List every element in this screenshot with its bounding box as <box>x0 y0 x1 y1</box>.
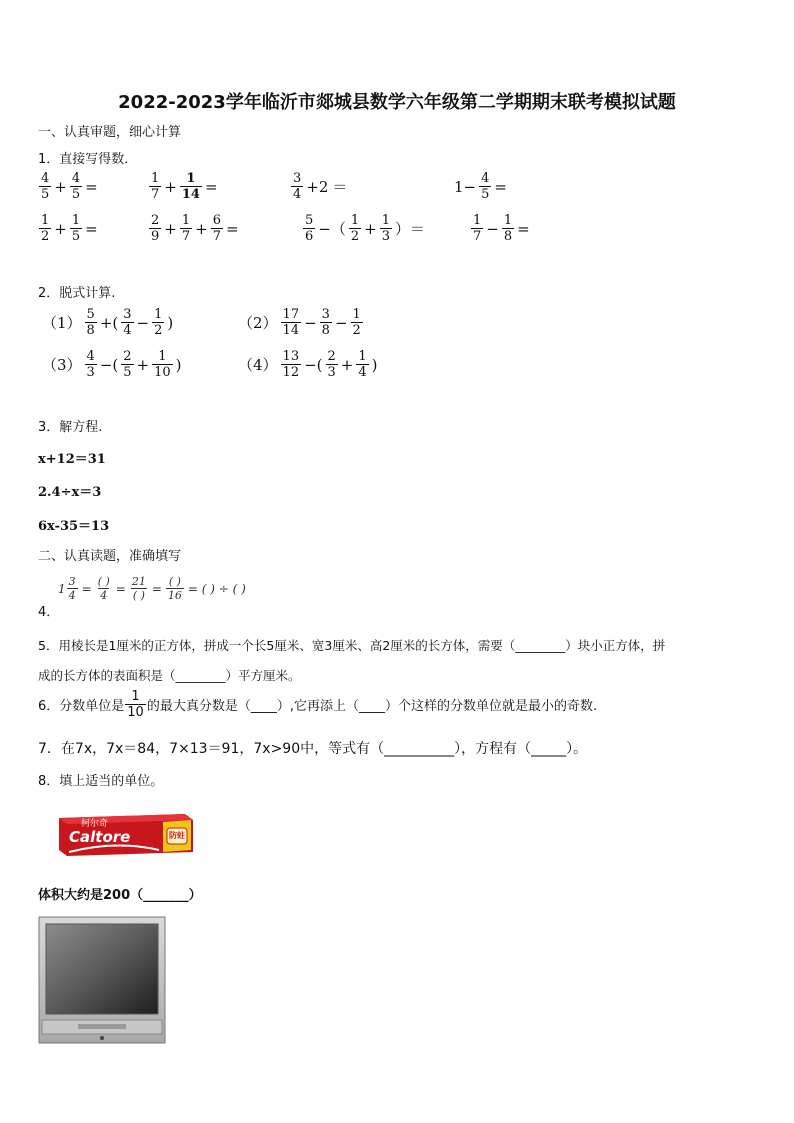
question-2-label: 2．脱式计算. <box>38 286 116 301</box>
q1-item-1: $\frac{4}{5}$ + $\frac{4}{5}$ = <box>41 171 98 202</box>
q1-item-8: $\frac{1}{7}$ − $\frac{1}{8}$ = <box>473 213 530 244</box>
question-5-line-1: 5．用棱长是1厘米的正方体，拼成一个长5厘米、宽3厘米、高2厘米的长方体，需要（________）块小正方体，拼 <box>38 638 666 653</box>
question-3-label: 3．解方程. <box>38 420 103 435</box>
equation-2: 2.4÷x＝3 <box>38 485 102 500</box>
equation-1: x+12＝31 <box>38 452 106 467</box>
section-heading-1: 一、认真审题，细心计算 <box>38 125 182 140</box>
q2-item-2: （2） $\frac{17}{14}$ − $\frac{3}{8}$ − $\frac{1}{2}$ <box>238 307 361 338</box>
question-8-label: 8．填上适当的单位。 <box>38 774 164 789</box>
q1-item-6: $\frac{2}{9}$ + $\frac{1}{7}$ + $\frac{6}{7}$ = <box>151 213 239 244</box>
question-7: 7．在7x，7x＝84，7×13＝91，7x>90中，等式有（__________），方程有（_____）。 <box>38 741 588 757</box>
q1-item-7: $\frac{5}{6}$ −（ $\frac{1}{2}$ + $\frac{1}{3}$ ）＝ <box>305 213 426 244</box>
fraction: $\frac{4}{5}$ <box>71 171 81 202</box>
q1-item-4: 1− $\frac{4}{5}$ = <box>454 171 507 202</box>
q1-item-3: $\frac{3}{4}$ +2 ＝ <box>293 171 348 202</box>
question-4-number: 4． <box>38 605 60 620</box>
q1-item-5: $\frac{1}{2}$ + $\frac{1}{5}$ = <box>41 213 98 244</box>
section-heading-2: 二、认真读题，准确填写 <box>38 549 182 564</box>
tv-image <box>38 916 166 1044</box>
q2-item-4: （4） $\frac{13}{12}$ −( $\frac{2}{3}$ + $\frac{1}{4}$ ) <box>238 349 378 380</box>
page-title: 2022-2023学年临沂市郯城县数学六年级第二学期期末联考模拟试题 <box>118 92 676 113</box>
q2-item-1: （1） $\frac{5}{8}$ +( $\frac{3}{4}$ − $\frac{1}{2}$ ) <box>42 307 174 338</box>
brand-logo: Caltore <box>69 828 131 846</box>
equation-3: 6x-35＝13 <box>38 519 110 534</box>
question-1-label: 1．直接写得数． <box>38 152 138 167</box>
question-8-answer: 体积大约是200（_______） <box>38 888 202 903</box>
q4-equation: 1 $\frac{3}{4}$ = $\frac{( )}{4}$ = $\frac{21}{( )}$ = $\frac{( )}{16}$ = ( ) ÷ ( ) <box>58 575 246 602</box>
q1-item-2: $\frac{1}{7}$ + $\frac{1}{14}$ = <box>151 171 218 202</box>
brand-chinese: 柯尔奇 <box>81 819 109 829</box>
badge-label: 防蛀 <box>169 831 185 840</box>
fraction: $\frac{4}{5}$ <box>41 171 50 202</box>
question-5-line-2: 成的长方体的表面积是（________）平方厘米。 <box>38 668 301 683</box>
question-6: 6．分数单位是 $\frac{1}{10}$ 的最大真分数是（____）,它再添上（____）个这样的分数单位就是最小的奇数. <box>38 689 598 720</box>
q2-item-3: （3） $\frac{4}{3}$ −( $\frac{2}{5}$ + $\frac{1}{10}$ ) <box>42 349 182 380</box>
toothpaste-box-image <box>55 812 195 858</box>
